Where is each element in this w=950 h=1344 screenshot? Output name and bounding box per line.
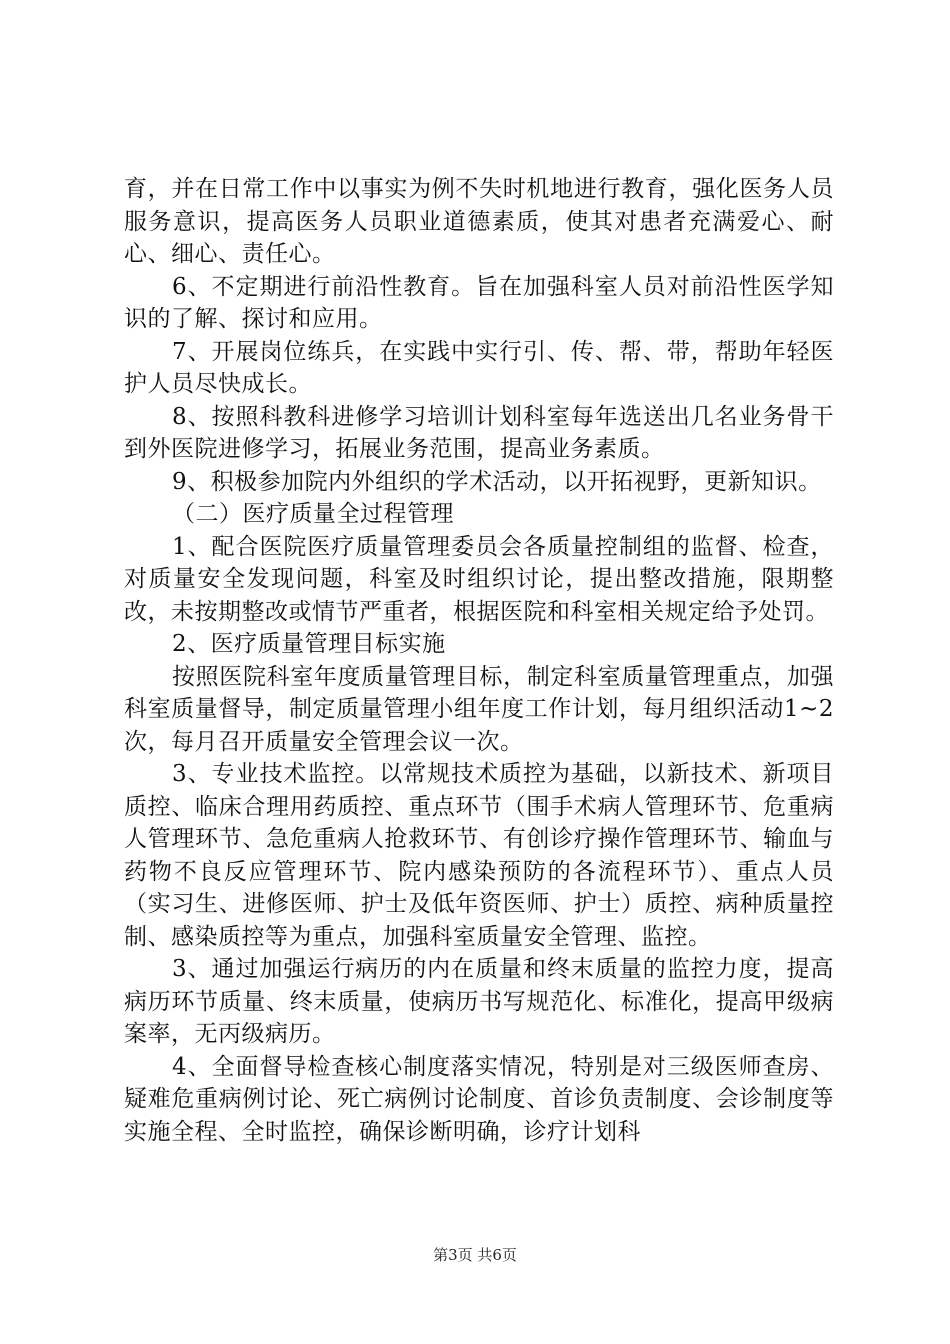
paragraph-quality-item-3a: 3、专业技术监控。以常规技术质控为基础，以新技术、新项目质控、临床合理用药质控、重点环节（围手术病人管理环节、危重病人管理环节、急危重病人抢救环节、有创诊疗操作管理环节、输血与药物不良反应管理环节、院内感染预防的各流程环节）、重点人员（实习生、进修医师、护士及低年资医师、护士）质控、病种质量控制、感染质控等为重点，加强科室质量安全管理、监控。 (124, 761, 834, 950)
paragraph-quality-targets: 按照医院科室年度质量管理目标，制定科室质量管理重点，加强科室质量督导，制定质量管理小组年度工作计划，每月组织活动1~2次，每月召开质量安全管理会议一次。 (124, 663, 834, 755)
paragraph-quality-item-3b: 3、通过加强运行病历的内在质量和终末质量的监控力度，提高病历环节质量、终末质量，使病历书写规范化、标准化，提高甲级病案率，无丙级病历。 (124, 956, 834, 1047)
paragraph-quality-item-1: 1、配合医院医疗质量管理委员会各质量控制组的监督、检查，对质量安全发现问题，科室及时组织讨论，提出整改措施，限期整改，未按期整改或情节严重者，根据医院和科室相关规定给予处罚。 (124, 533, 834, 625)
document-body (124, 173, 834, 1148)
section-heading-medical-quality: （二）医疗质量全过程管理 (172, 501, 454, 527)
page-footer: 第3页 共6页 (433, 1246, 517, 1264)
paragraph-quality-item-2: 2、医疗质量管理目标实施 (172, 631, 446, 657)
paragraph-item-8: 8、按照科教科进修学习培训计划科室每年选送出几名业务骨干到外医院进修学习，拓展业务范围，提高业务素质。 (124, 403, 834, 462)
paragraph-quality-item-4: 4、全面督导检查核心制度落实情况，特别是对三级医师查房、疑难危重病例讨论、死亡病例讨论制度、首诊负责制度、会诊制度等实施全程、全时监控，确保诊断明确，诊疗计划科 (124, 1053, 834, 1145)
paragraph-item-6: 6、不定期进行前沿性教育。旨在加强科室人员对前沿性医学知识的了解、探讨和应用。 (124, 273, 834, 332)
paragraph-item-7: 7、开展岗位练兵，在实践中实行引、传、帮、带，帮助年轻医护人员尽快成长。 (124, 338, 834, 397)
paragraph-continuation: 育，并在日常工作中以事实为例不失时机地进行教育，强化医务人员服务意识，提高医务人员职业道德素质，使其对患者充满爱心、耐心、细心、责任心。 (124, 176, 834, 267)
paragraph-item-9: 9、积极参加院内外组织的学术活动，以开拓视野，更新知识。 (172, 468, 822, 495)
